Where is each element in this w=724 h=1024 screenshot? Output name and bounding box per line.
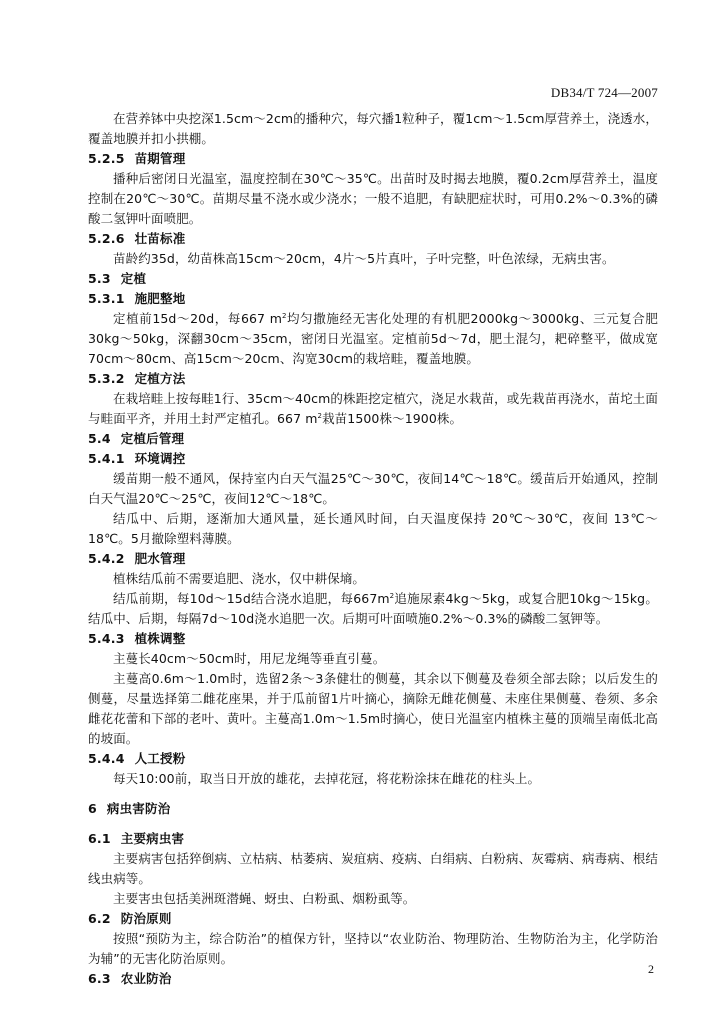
heading-number: 5.3 bbox=[88, 271, 111, 286]
subsection-heading bbox=[88, 969, 658, 989]
heading-title: 定植后管理 bbox=[120, 431, 185, 446]
subsection-heading bbox=[88, 289, 658, 309]
heading-number: 5.4.4 bbox=[88, 751, 125, 766]
superscript-2: 2 bbox=[317, 411, 323, 420]
document-code: DB34/T 724—2007 bbox=[550, 85, 658, 100]
heading-title: 定植方法 bbox=[134, 371, 186, 386]
heading-title: 施肥整地 bbox=[134, 291, 186, 306]
heading-number: 6.3 bbox=[88, 971, 111, 986]
heading-title: 肥水管理 bbox=[134, 551, 186, 566]
paragraph: 主蔓高0.6m～1.0m时，选留2条～3条健壮的侧蔓，其余以下侧蔓及卷须全部去除；以后发生的侧蔓，尽量选择第二雌花座果，并于瓜前留1片叶摘心，摘除无雌花侧蔓、未座住果侧蔓、卷须、多余雌花花蕾和下部的老叶、黄叶。主蔓高1.0m～1.5m时摘心，使日光温室内植株主蔓的顶端呈南低北高的坡面。 bbox=[88, 671, 658, 746]
heading-number: 5.4.1 bbox=[88, 451, 125, 466]
subsection-heading bbox=[88, 749, 658, 769]
paragraph: 每天10:00前，取当日开放的雄花，去掉花冠，将花粉涂抹在雌花的柱头上。 bbox=[113, 771, 541, 786]
heading-title: 定植 bbox=[120, 271, 147, 286]
paragraph bbox=[88, 589, 658, 629]
heading-number: 5.2.5 bbox=[88, 151, 125, 166]
paragraph: 主要害虫包括美洲斑潜蝇、蚜虫、白粉虱、烟粉虱等。 bbox=[113, 891, 416, 906]
paragraph: 播种后密闭日光温室，温度控制在30℃～35℃。出苗时及时揭去地膜，覆0.2cm厚营养土，温度控制在20℃～30℃。苗期尽量不浇水或少浇水；一般不追肥，有缺肥症状时，可用0.2%～0.3%的磷酸二氢钾叶面喷肥。 bbox=[88, 171, 658, 226]
heading-number: 5.4.3 bbox=[88, 631, 125, 646]
paragraph: 苗龄约35d，幼苗株高15cm～20cm，4片～5片真叶，子叶完整，叶色浓绿，无病虫害。 bbox=[113, 251, 615, 266]
superscript-2: 2 bbox=[389, 591, 395, 600]
heading-number: 5.4.2 bbox=[88, 551, 125, 566]
heading-title: 壮苗标准 bbox=[134, 231, 186, 246]
paragraph-text: 定植前15d～20d，每667 m bbox=[113, 311, 282, 326]
subsection-heading bbox=[88, 829, 658, 849]
heading-title: 病虫害防治 bbox=[106, 801, 171, 816]
heading-number: 6 bbox=[88, 801, 97, 816]
subsection-heading bbox=[88, 429, 658, 449]
paragraph bbox=[88, 389, 658, 429]
heading-number: 5.4 bbox=[88, 431, 111, 446]
page-number: 2 bbox=[648, 962, 654, 976]
paragraph: 按照“预防为主，综合防治”的植保方针，坚持以“农业防治、物理防治、生物防治为主，化学防治为辅”的无害化防治原则。 bbox=[88, 931, 658, 966]
subsection-heading bbox=[88, 449, 658, 469]
section-heading bbox=[88, 799, 658, 819]
paragraph: 主要病害包括猝倒病、立枯病、枯萎病、炭疽病、疫病、白绢病、白粉病、灰霉病、病毒病、根结线虫病等。 bbox=[88, 851, 658, 886]
paragraph-text: 追施尿素4kg～5kg，或复合肥10kg～15kg。结瓜中、后期，每隔7d～10d浇水追肥一次。后期可叶面喷施0.2%～0.3%的磷酸二氢钾等。 bbox=[88, 591, 658, 626]
paragraph bbox=[88, 309, 658, 369]
paragraph: 主蔓长40cm～50cm时，用尼龙绳等垂直引蔓。 bbox=[113, 651, 386, 666]
heading-number: 6.2 bbox=[88, 911, 111, 926]
heading-number: 5.3.2 bbox=[88, 371, 125, 386]
subsection-heading bbox=[88, 229, 658, 249]
paragraph: 结瓜中、后期，逐渐加大通风量，延长通风时间，白天温度保持 20℃～30℃，夜间 13℃～18℃。5月撤除塑料薄膜。 bbox=[88, 511, 658, 546]
heading-title: 苗期管理 bbox=[134, 151, 186, 166]
subsection-heading bbox=[88, 549, 658, 569]
paragraph-text: 在栽培畦上按每畦1行、35cm～40cm的株距挖定植穴，浇足水栽苗，或先栽苗再浇水，苗坨土面与畦面平齐，并用土封严定植孔。667 m bbox=[88, 391, 658, 426]
subsection-heading bbox=[88, 149, 658, 169]
heading-title: 植株调整 bbox=[134, 631, 186, 646]
heading-title: 主要病虫害 bbox=[120, 831, 185, 846]
subsection-heading bbox=[88, 269, 658, 289]
heading-title: 防治原则 bbox=[120, 911, 172, 926]
superscript-2: 2 bbox=[281, 311, 287, 320]
document-body bbox=[88, 109, 658, 989]
paragraph: 植株结瓜前不需要追肥、浇水，仅中耕保墒。 bbox=[113, 571, 366, 586]
paragraph-text: 结瓜前期，每10d～15d结合浇水追肥，每667m bbox=[113, 591, 390, 606]
heading-title: 环境调控 bbox=[134, 451, 186, 466]
paragraph-text: 均匀撒施经无害化处理的有机肥2000kg～3000kg、三元复合肥30kg～50kg，深翻30cm～35cm，密闭日光温室。定植前5d～7d，肥土混匀，耙碎整平，做成宽70cm～80cm、高15cm～20cm、沟宽30cm的栽培畦，覆盖地膜。 bbox=[88, 311, 658, 366]
subsection-heading bbox=[88, 909, 658, 929]
heading-number: 5.2.6 bbox=[88, 231, 125, 246]
heading-number: 5.3.1 bbox=[88, 291, 125, 306]
subsection-heading bbox=[88, 629, 658, 649]
heading-number: 6.1 bbox=[88, 831, 111, 846]
subsection-heading bbox=[88, 369, 658, 389]
heading-title: 农业防治 bbox=[120, 971, 172, 986]
paragraph: 在营养钵中央挖深1.5cm～2cm的播种穴，每穴播1粒种子，覆1cm～1.5cm厚营养土，浇透水，覆盖地膜并扣小拱棚。 bbox=[88, 111, 658, 146]
heading-title: 人工授粉 bbox=[134, 751, 186, 766]
paragraph-text: 栽苗1500株～1900株。 bbox=[322, 411, 463, 426]
paragraph: 缓苗期一般不通风，保持室内白天气温25℃～30℃，夜间14℃～18℃。缓苗后开始通风，控制白天气温20℃～25℃，夜间12℃～18℃。 bbox=[88, 471, 658, 506]
